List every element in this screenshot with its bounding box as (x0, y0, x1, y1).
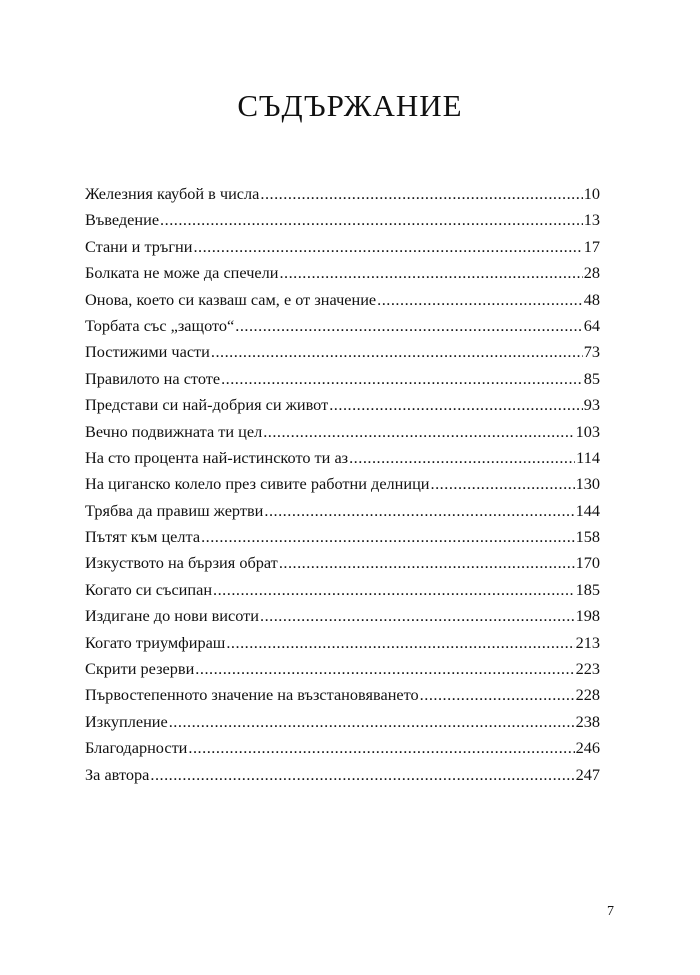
toc-entry-title: Изкуството на бързия обрат (85, 553, 278, 573)
toc-entry-title: Когато триумфираш (85, 632, 226, 652)
table-of-contents (85, 181, 600, 788)
dot-leader (193, 234, 582, 260)
toc-entry-title: Представи си най-добрия си живот (85, 395, 329, 415)
toc-entry-title: Пътят към целта (85, 527, 201, 547)
toc-entry (85, 630, 600, 656)
toc-entry (85, 419, 600, 445)
toc-entry-title: Правилото на стоте (85, 368, 221, 388)
dot-leader (226, 630, 574, 656)
toc-entry (85, 260, 600, 286)
toc-entry-title: На циганско колело през сивите работни делници (85, 474, 430, 494)
dot-leader (264, 498, 574, 524)
toc-entry-title: Онова, което си казваш сам, е от значение (85, 289, 377, 309)
toc-entry (85, 207, 600, 233)
dot-leader (235, 313, 582, 339)
toc-entry-page: 228 (575, 685, 600, 705)
toc-entry-title: Постижими части (85, 342, 210, 362)
toc-entry (85, 682, 600, 708)
toc-entry-page: 170 (575, 553, 600, 573)
toc-entry-title: На сто процента най-истинското ти аз (85, 447, 349, 467)
page-title: СЪДЪРЖАНИЕ (237, 88, 463, 123)
toc-entry-title: Изкупление (85, 711, 168, 731)
toc-entry-page: 223 (575, 659, 600, 679)
toc-entry-page: 130 (575, 474, 600, 494)
toc-entry-page: 10 (583, 184, 600, 203)
dot-leader (211, 339, 583, 365)
toc-entry (85, 287, 600, 313)
dot-leader (188, 735, 574, 761)
toc-entry-page: 17 (583, 236, 600, 256)
toc-entry (85, 577, 600, 603)
toc-entry-title: Издигане до нови висоти (85, 606, 260, 626)
dot-leader (377, 287, 583, 313)
dot-leader (213, 577, 575, 603)
toc-entry (85, 366, 600, 392)
toc-entry-title: Вечно подвижната ти цел (85, 421, 263, 441)
toc-entry (85, 181, 600, 207)
toc-entry-page: 13 (583, 210, 600, 230)
dot-leader (221, 366, 583, 392)
toc-entry-page: 28 (583, 263, 600, 283)
dot-leader (169, 709, 575, 735)
toc-entry (85, 762, 600, 788)
toc-entry-title: Болката не може да спечели (85, 263, 279, 283)
toc-entry-page: 64 (583, 315, 600, 335)
toc-entry (85, 524, 600, 550)
dot-leader (150, 762, 574, 788)
dot-leader (279, 550, 575, 576)
toc-entry-page: 198 (575, 606, 600, 626)
toc-entry-page: 93 (583, 395, 600, 415)
toc-entry-page: 144 (575, 500, 600, 520)
toc-entry-page: 103 (575, 421, 600, 441)
toc-entry-title: Въведение (85, 210, 160, 230)
dot-leader (195, 656, 574, 682)
page-number: 7 (607, 904, 614, 919)
toc-entry-page: 48 (583, 289, 600, 309)
toc-entry (85, 735, 600, 761)
toc-entry-page: 213 (575, 632, 600, 652)
toc-entry-title: Стани и тръгни (85, 236, 193, 256)
toc-entry (85, 471, 600, 497)
dot-leader (279, 260, 582, 286)
toc-entry (85, 709, 600, 735)
dot-leader (329, 392, 582, 418)
dot-leader (201, 524, 575, 550)
dot-leader (260, 181, 582, 207)
toc-entry-title: Торбата със „защото“ (85, 315, 235, 335)
toc-entry-title: Скрити резерви (85, 659, 195, 679)
toc-entry-page: 73 (583, 342, 600, 362)
toc-entry-page: 185 (575, 579, 600, 599)
toc-entry (85, 550, 600, 576)
dot-leader (263, 419, 574, 445)
toc-entry-title: Първостепенното значение на възстановяването (85, 685, 419, 705)
toc-entry-title: Железния каубой в числа (85, 184, 260, 203)
toc-entry (85, 234, 600, 260)
toc-entry-title: Трябва да правиш жертви (85, 500, 264, 520)
toc-entry (85, 498, 600, 524)
toc-entry-page: 85 (583, 368, 600, 388)
dot-leader (420, 682, 575, 708)
toc-entry-page: 114 (576, 447, 600, 467)
toc-entry-page: 158 (575, 527, 600, 547)
dot-leader (260, 603, 575, 629)
toc-entry (85, 339, 600, 365)
dot-leader (349, 445, 575, 471)
toc-entry-title: За автора (85, 764, 150, 784)
toc-entry (85, 656, 600, 682)
toc-entry-title: Благодарности (85, 738, 188, 758)
toc-entry (85, 445, 600, 471)
toc-entry-title: Когато си съсипан (85, 579, 213, 599)
toc-entry (85, 392, 600, 418)
dot-leader (160, 207, 583, 233)
toc-entry (85, 313, 600, 339)
toc-entry (85, 603, 600, 629)
dot-leader (431, 471, 575, 497)
toc-entry-page: 247 (575, 764, 600, 784)
toc-entry-page: 246 (575, 738, 600, 758)
toc-entry-page: 238 (575, 711, 600, 731)
